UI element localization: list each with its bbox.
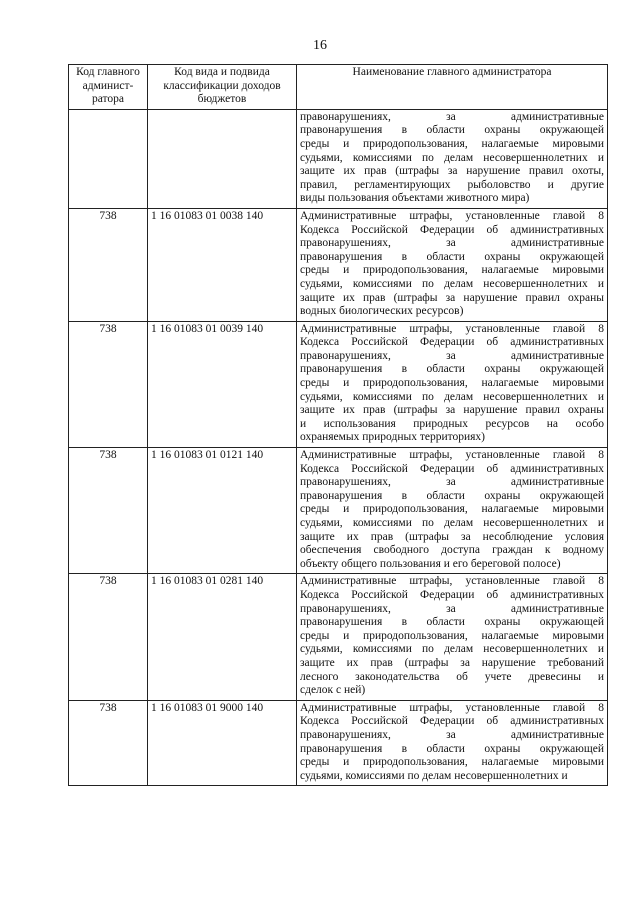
text-line: правонарушения в области охраны окружающей [300,616,604,629]
header-admin-name: Наименование главного администратора [297,65,608,110]
text-line: правонарушениях, за административные [300,110,604,123]
text-line: Кодекса Российской Федерации об административных [300,223,604,236]
text-line: судьями, комиссиями по делам несовершеннолетних и [300,277,604,290]
text-line: правонарушения в области охраны окружающей [300,124,604,137]
classification-code-cell: 1 16 01083 01 9000 140 [148,700,297,786]
admin-code-cell [69,109,148,208]
text-line: Административные штрафы, установленные главой 8 [300,701,604,714]
table-row [69,700,608,786]
text-line: Административные штрафы, установленные главой 8 [300,575,604,588]
text-line: судьями, комиссиями по делам несовершеннолетних и [300,517,604,529]
text-line: защите их прав (штрафы за нарушение требований [300,656,604,669]
classification-code-cell: 1 16 01083 01 0038 140 [148,208,297,321]
revenue-table [68,64,608,786]
table-header-row [69,65,608,110]
admin-name-cell [297,700,608,786]
text-line: правонарушениях, за административные [300,476,604,489]
admin-name-cell [297,448,608,574]
admin-name-cell [297,208,608,321]
text-line: среды и природопользования, налагаемые мировыми [300,264,604,277]
admin-name-cell [297,109,608,208]
text-line: правонарушения в области охраны окружающей [300,489,604,502]
classification-code-cell: 1 16 01083 01 0281 140 [148,574,297,700]
text-line: судьями, комиссиями по делам несовершеннолетних и [300,151,604,164]
classification-code-cell: 1 16 01083 01 0039 140 [148,321,297,447]
text-line: охраняемых природных территориях) [300,431,486,444]
text-line: правонарушениях, за административные [300,349,604,362]
text-line: судьями, комиссиями по делам несовершеннолетних и [300,769,568,782]
text-line: обеспечения свободного доступа граждан к водному [300,544,604,557]
text-line: среды и природопользования, налагаемые мировыми [300,629,604,642]
text-line: правонарушениях, за административные [300,728,604,741]
text-line: Кодекса Российской Федерации об административных [300,588,604,601]
text-line: среды и природопользования, налагаемые мировыми [300,756,604,769]
admin-code-cell: 738 [69,448,148,574]
header-admin-code: Код главного админист-ратора [69,65,148,110]
text-line: виды пользования объектами животного мира) [300,192,530,205]
table-row [69,321,608,447]
admin-code-cell: 738 [69,321,148,447]
admin-code-cell: 738 [69,574,148,700]
classification-code-cell [148,109,297,208]
text-line: лесного законодательства об учете древесины и [300,670,604,683]
text-line: судьями, комиссиями по делам несовершеннолетних и [300,643,604,656]
text-line: правонарушения в области охраны окружающей [300,250,604,263]
text-line: правонарушениях, за административные [300,237,604,250]
text-line: защите их прав (штрафы за нарушение правил охраны [300,291,604,304]
text-line: Административные штрафы, установленные главой 8 [300,322,604,335]
text-line: среды и природопользования, налагаемые мировыми [300,503,604,516]
table-row [69,109,608,208]
page-number: 16 [313,38,327,53]
table-row [69,448,608,574]
table-row [69,208,608,321]
admin-name-cell [297,574,608,700]
text-line: объекту общего пользования и его береговой полосе) [300,557,561,570]
table-row [69,574,608,700]
table-body [69,109,608,786]
text-line: правонарушениях, за административные [300,602,604,615]
text-line: сделок с ней) [300,684,366,697]
admin-name-cell [297,321,608,447]
text-line: среды и природопользования, налагаемые мировыми [300,137,604,150]
text-line: Административные штрафы, установленные главой 8 [300,449,604,462]
text-line: правил, регламентирующих рыболовство и другие [300,178,604,191]
classification-code-cell: 1 16 01083 01 0121 140 [148,448,297,574]
text-line: водных биологических ресурсов) [300,305,464,318]
text-line: защите их прав (штрафы за нарушение правил охоты, [300,165,604,178]
text-line: правонарушения в области охраны окружающей [300,742,604,755]
text-line: Кодекса Российской Федерации об административных [300,336,604,349]
admin-code-cell: 738 [69,700,148,786]
text-line: судьями, комиссиями по делам несовершеннолетних и [300,390,604,403]
header-classification-code: Код вида и подвида классификации доходов бюджетов [148,65,297,110]
text-line: правонарушения в области охраны окружающей [300,363,604,376]
text-line: защите их прав (штрафы за несоблюдение условия [300,530,604,543]
text-line: защите их прав (штрафы за нарушение правил охраны [300,404,604,417]
text-line: и использования природных ресурсов на особо [300,417,604,430]
text-line: Административные штрафы, установленные главой 8 [300,209,604,222]
text-line: Кодекса Российской Федерации об административных [300,462,604,475]
text-line: среды и природопользования, налагаемые мировыми [300,377,604,390]
admin-code-cell: 738 [69,208,148,321]
text-line: Кодекса Российской Федерации об административных [300,715,604,728]
